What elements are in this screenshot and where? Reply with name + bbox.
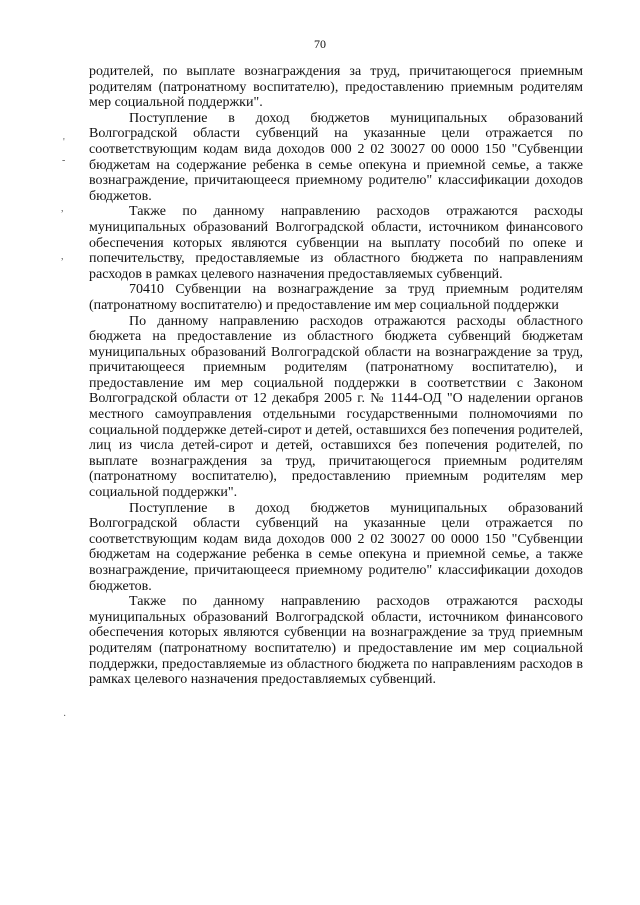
margin-mark: , [61,251,64,262]
margin-mark: , [61,203,64,214]
paragraph: Также по данному направлению расходов отражаются расходы муниципальных образований Волгоградской области, источником финансового обеспечения которых являются субвенции на вознаграждение за труд приемным родителям (патронатному воспитателю) и предоставление им мер социальной поддержки, предоставляемые из областного бюджета по направлениям расходов в рамках целевого назначения предоставляемых субвенций. [89,594,583,688]
document-body [89,64,583,688]
margin-mark: · [63,711,67,722]
paragraph: Поступление в доход бюджетов муниципальных образований Волгоградской области субвенций на указанные цели отражается по соответствующим кодам вида доходов 000 2 02 30027 00 0000 150 "Субвенции бюджетам на содержание ребенка в семье опекуна и приемной семье, а также вознаграждение, причитающееся приемному родителю" классификации доходов бюджетов. [89,500,583,594]
section-heading: 70410 Субвенции на вознаграждение за труд приемным родителям (патронатному воспитателю) и предоставление им мер социальной поддержки [89,282,583,313]
margin-mark: ' [63,137,65,148]
paragraph: родителей, по выплате вознаграждения за труд, причитающегося приемным родителям (патронатному воспитателю), предоставлению приемным родителям мер социальной поддержки". [89,64,583,111]
paragraph: По данному направлению расходов отражаются расходы областного бюджета на предоставление из областного бюджета субвенций бюджетам муниципальных образований Волгоградской области на вознаграждение за труд, причитающееся приемным родителям (патронатному воспитателю), и предоставление им мер социальной поддержки в соответствии с Законом Волгоградской области от 12 декабря 2005 г. № 1144-ОД "О наделении органов местного самоуправления отдельными государственными полномочиями по социальной поддержке детей-сирот и детей, оставшихся без попечения родителей, лиц из числа детей-сирот и детей, оставшихся без попечения родителей, по выплате вознаграждения за труд, причитающегося приемным родителям (патронатному воспитателю), предоставлению приемным родителям мер социальной поддержки". [89,313,583,501]
page-number: 70 [314,37,326,51]
paragraph: Поступление в доход бюджетов муниципальных образований Волгоградской области субвенций на указанные цели отражается по соответствующим кодам вида доходов 000 2 02 30027 00 0000 150 "Субвенции бюджетам на содержание ребенка в семье опекуна и приемной семье, а также вознаграждение, причитающееся приемному родителю" классификации доходов бюджетов. [89,110,583,204]
paragraph: Также по данному направлению расходов отражаются расходы муниципальных образований Волгоградской области, источником финансового обеспечения которых являются субвенции на выплату пособий по опеке и попечительству, предоставляемые из областного бюджета по направлениям расходов в рамках целевого назначения предоставляемых субвенций. [89,204,583,282]
margin-mark: - [62,155,66,166]
